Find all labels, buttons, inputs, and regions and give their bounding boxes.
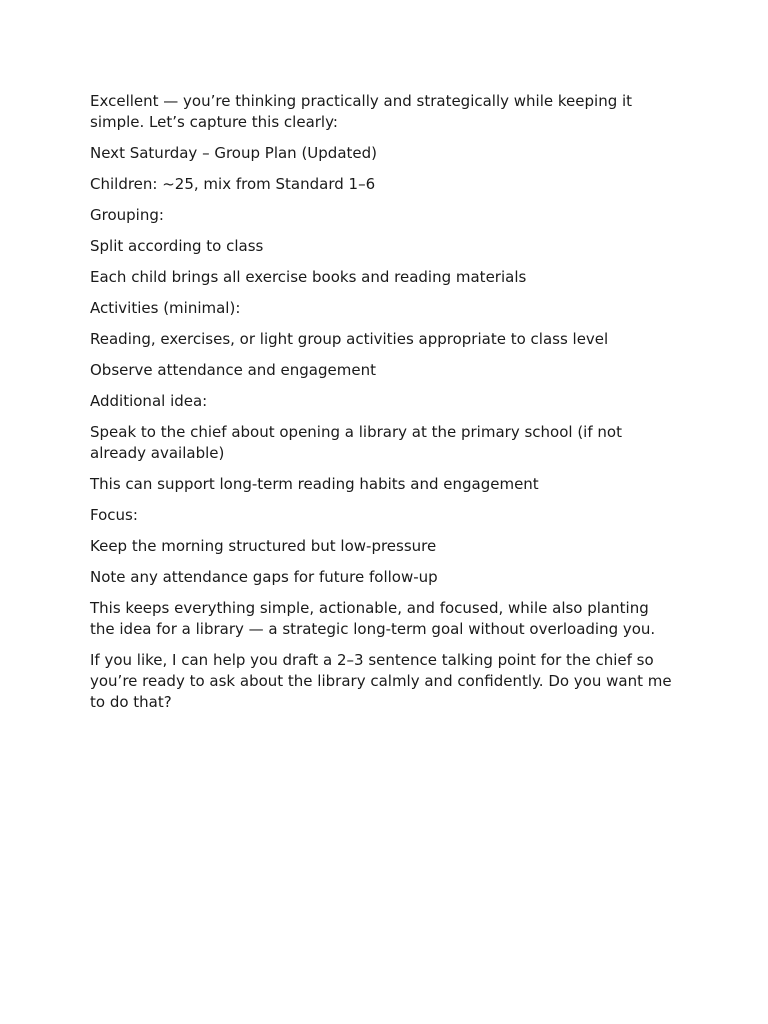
paragraph-grouping-materials: [90, 267, 690, 288]
text-line: Next Saturday – Group Plan (Updated): [90, 144, 378, 162]
paragraph-additional-heading: [90, 391, 690, 412]
document-body: [90, 91, 690, 723]
text-line: If you like, I can help you draft a 2–3 sentence talking point for the chief so: [90, 651, 654, 669]
paragraph-focus-structured: [90, 536, 690, 557]
paragraph-intro: [90, 91, 690, 133]
text-line: simple. Let’s capture this clearly:: [90, 113, 338, 131]
text-line: Focus:: [90, 506, 138, 524]
paragraph-summary: [90, 598, 690, 640]
text-line: This keeps everything simple, actionable, and focused, while also planting: [90, 599, 649, 617]
text-line: already available): [90, 444, 225, 462]
text-line: Speak to the chief about opening a library at the primary school (if not: [90, 423, 622, 441]
paragraph-activities-observe: [90, 360, 690, 381]
paragraph-grouping-heading: [90, 205, 690, 226]
text-line: Activities (minimal):: [90, 299, 241, 317]
text-line: you’re ready to ask about the library calmly and confidently. Do you want me: [90, 672, 672, 690]
text-line: Each child brings all exercise books and reading materials: [90, 268, 527, 286]
paragraph-focus-gaps: [90, 567, 690, 588]
text-line: Note any attendance gaps for future follow-up: [90, 568, 438, 586]
paragraph-additional-chief: [90, 422, 690, 464]
text-line: Excellent — you’re thinking practically and strategically while keeping it: [90, 92, 633, 110]
paragraph-additional-support: [90, 474, 690, 495]
paragraph-focus-heading: [90, 505, 690, 526]
text-line: Split according to class: [90, 237, 264, 255]
paragraph-children: [90, 174, 690, 195]
paragraph-activities-reading: [90, 329, 690, 350]
paragraph-grouping-split: [90, 236, 690, 257]
text-line: the idea for a library — a strategic long-term goal without overloading you.: [90, 620, 656, 638]
text-line: Grouping:: [90, 206, 164, 224]
paragraph-activities-heading: [90, 298, 690, 319]
text-line: Observe attendance and engagement: [90, 361, 376, 379]
paragraph-offer: [90, 650, 690, 713]
text-line: Reading, exercises, or light group activities appropriate to class level: [90, 330, 609, 348]
text-line: Keep the morning structured but low-pressure: [90, 537, 437, 555]
text-line: to do that?: [90, 693, 172, 711]
text-line: This can support long-term reading habits and engagement: [90, 475, 539, 493]
text-line: Additional idea:: [90, 392, 208, 410]
text-line: Children: ~25, mix from Standard 1–6: [90, 175, 376, 193]
paragraph-plan-title: [90, 143, 690, 164]
